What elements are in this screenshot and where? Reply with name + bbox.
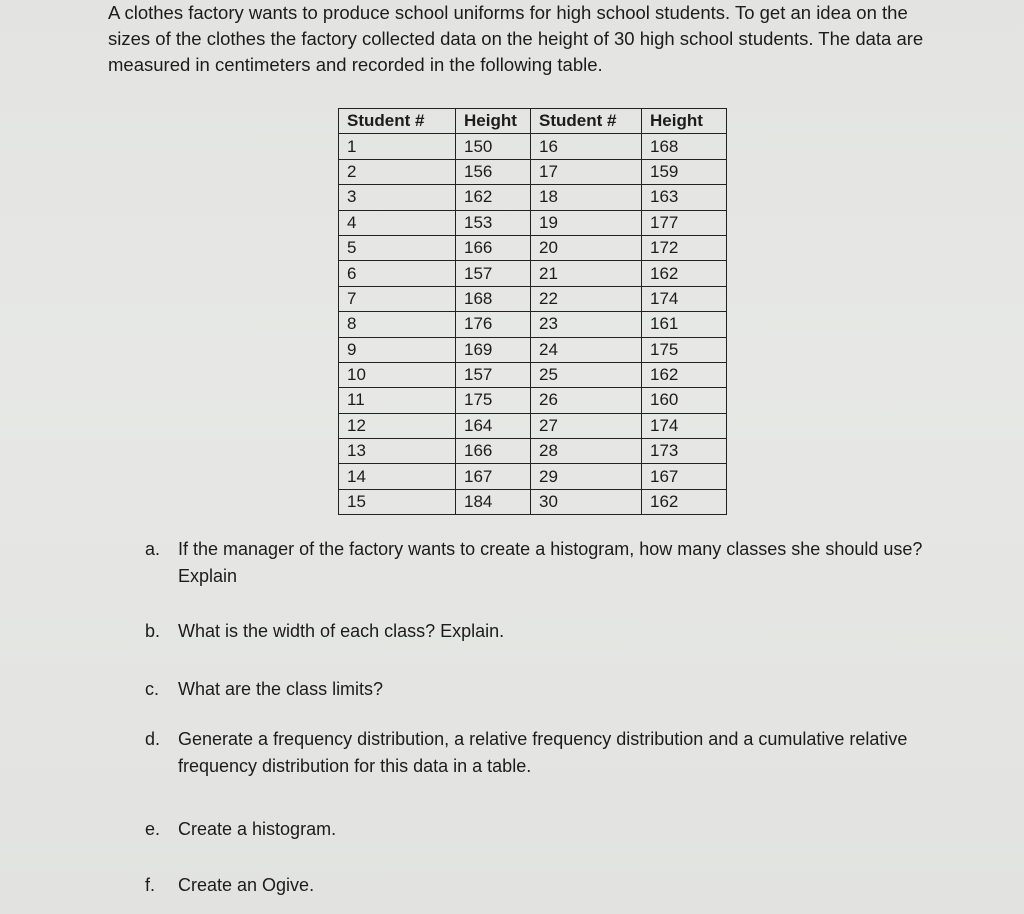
student-number-cell: 19 (531, 210, 642, 235)
student-number-cell: 18 (531, 185, 642, 210)
height-value-cell: 162 (456, 185, 531, 210)
height-value-cell: 162 (642, 489, 727, 514)
question-item (145, 618, 933, 645)
student-number-cell: 8 (339, 312, 456, 337)
header-height-1: Height (456, 109, 531, 134)
student-number-cell: 6 (339, 261, 456, 286)
student-number-cell: 13 (339, 439, 456, 464)
student-number-cell: 3 (339, 185, 456, 210)
height-value-cell: 163 (642, 185, 727, 210)
height-value-cell: 166 (456, 439, 531, 464)
height-value-cell: 156 (456, 159, 531, 184)
question-text: What are the class limits? (178, 679, 384, 699)
question-text: Create an Ogive. (178, 875, 315, 895)
table-row (339, 337, 727, 362)
height-value-cell: 157 (456, 261, 531, 286)
question-letter: b. (145, 621, 161, 641)
height-data-table (338, 108, 727, 515)
student-number-cell: 20 (531, 235, 642, 260)
student-number-cell: 5 (339, 235, 456, 260)
height-value-cell: 164 (456, 413, 531, 438)
table-row (339, 464, 727, 489)
student-number-cell: 10 (339, 362, 456, 387)
student-number-cell: 15 (339, 489, 456, 514)
height-value-cell: 169 (456, 337, 531, 362)
student-number-cell: 16 (531, 134, 642, 159)
table-row (339, 388, 727, 413)
question-item (145, 676, 933, 703)
question-item (145, 726, 933, 780)
question-item (145, 536, 933, 590)
table-row (339, 134, 727, 159)
table-row (339, 286, 727, 311)
height-value-cell: 177 (642, 210, 727, 235)
header-student-2: Student # (531, 109, 642, 134)
height-value-cell: 162 (642, 261, 727, 286)
height-value-cell: 150 (456, 134, 531, 159)
student-number-cell: 9 (339, 337, 456, 362)
table-row (339, 413, 727, 438)
student-number-cell: 4 (339, 210, 456, 235)
student-number-cell: 29 (531, 464, 642, 489)
student-number-cell: 30 (531, 489, 642, 514)
student-number-cell: 25 (531, 362, 642, 387)
table-row (339, 489, 727, 514)
question-item (145, 816, 933, 843)
student-number-cell: 2 (339, 159, 456, 184)
student-number-cell: 12 (339, 413, 456, 438)
table-row (339, 261, 727, 286)
table-body (339, 134, 727, 515)
student-number-cell: 27 (531, 413, 642, 438)
height-value-cell: 160 (642, 388, 727, 413)
table-row (339, 210, 727, 235)
table-row (339, 185, 727, 210)
table-row (339, 439, 727, 464)
student-number-cell: 26 (531, 388, 642, 413)
height-value-cell: 184 (456, 489, 531, 514)
student-number-cell: 24 (531, 337, 642, 362)
student-number-cell: 17 (531, 159, 642, 184)
height-value-cell: 168 (456, 286, 531, 311)
table-row (339, 235, 727, 260)
question-text: Generate a frequency distribution, a relative frequency distribution and a cumulative relative frequency distribution for this data in a table. (178, 729, 908, 776)
height-value-cell: 176 (456, 312, 531, 337)
header-height-2: Height (642, 109, 727, 134)
table-row (339, 312, 727, 337)
table-row (339, 159, 727, 184)
question-item (145, 872, 933, 899)
table-row (339, 362, 727, 387)
question-letter: d. (145, 729, 161, 749)
height-value-cell: 157 (456, 362, 531, 387)
student-number-cell: 28 (531, 439, 642, 464)
height-value-cell: 167 (456, 464, 531, 489)
height-value-cell: 172 (642, 235, 727, 260)
question-text: Create a histogram. (178, 819, 337, 839)
height-value-cell: 161 (642, 312, 727, 337)
height-value-cell: 168 (642, 134, 727, 159)
student-number-cell: 23 (531, 312, 642, 337)
height-value-cell: 167 (642, 464, 727, 489)
height-value-cell: 162 (642, 362, 727, 387)
question-letter: e. (145, 819, 161, 839)
question-letter: c. (145, 679, 160, 699)
question-text: What is the width of each class? Explain. (178, 621, 505, 641)
student-number-cell: 21 (531, 261, 642, 286)
question-text: If the manager of the factory wants to create a histogram, how many classes she should use? Explain (178, 539, 923, 586)
height-value-cell: 174 (642, 413, 727, 438)
height-value-cell: 159 (642, 159, 727, 184)
height-value-cell: 166 (456, 235, 531, 260)
question-letter: a. (145, 539, 161, 559)
student-number-cell: 7 (339, 286, 456, 311)
student-number-cell: 11 (339, 388, 456, 413)
question-letter: f. (145, 875, 156, 895)
student-number-cell: 14 (339, 464, 456, 489)
height-value-cell: 175 (456, 388, 531, 413)
height-value-cell: 173 (642, 439, 727, 464)
student-number-cell: 1 (339, 134, 456, 159)
table-header-row (339, 109, 727, 134)
height-value-cell: 175 (642, 337, 727, 362)
header-student-1: Student # (339, 109, 456, 134)
height-value-cell: 153 (456, 210, 531, 235)
student-number-cell: 22 (531, 286, 642, 311)
problem-intro: A clothes factory wants to produce school uniforms for high school students. To get an idea on the sizes of the clothes the factory collected data on the height of 30 high school students. The data are measured in centimeters and recorded in the following table. (108, 2, 924, 75)
height-value-cell: 174 (642, 286, 727, 311)
